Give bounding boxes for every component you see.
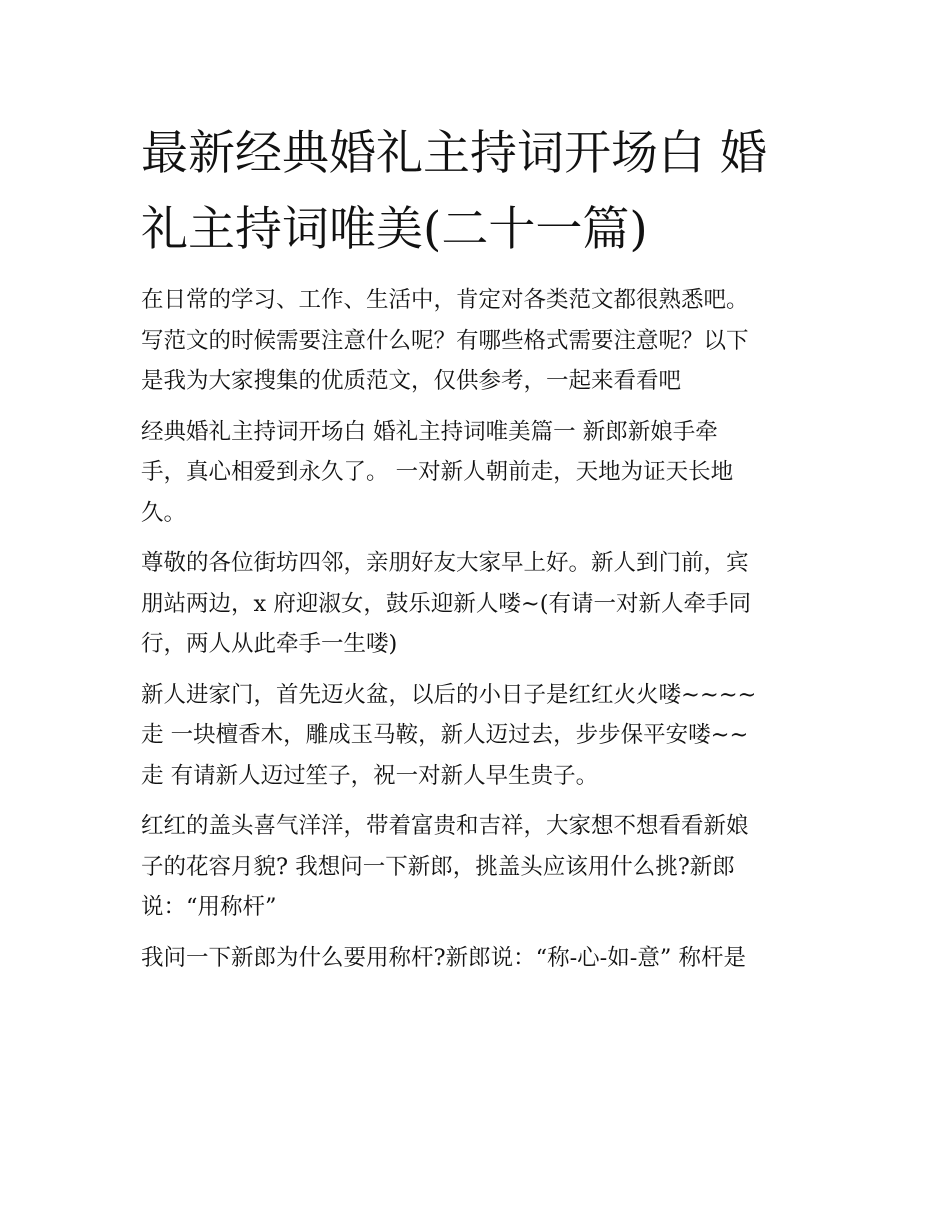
paragraph [141,938,821,979]
text-line: 久。 [141,499,187,526]
text-line: 走 有请新人迈过笙子，祝一对新人早生贵子。 [141,762,599,789]
document-title [141,116,821,268]
text-line: 走 一块檀香木，雕成玉马鞍，新人迈过去，步步保平安喽~~ [141,722,749,748]
text-line: 尊敬的各位街坊四邻，亲朋好友大家早上好。新人到门前，宾 [141,550,749,576]
text-line: 写范文的时候需要注意什么呢？有哪些格式需要注意呢？以下 [141,327,749,354]
document-body [141,280,821,978]
text-line: 说：“用称杆” [141,894,277,920]
paragraph [141,280,821,402]
text-line: 在日常的学习、工作、生活中，肯定对各类范文都很熟悉吧。 [141,287,749,313]
text-line: 新人进家门，首先迈火盆，以后的小日子是红红火火喽~~~~ [141,681,757,708]
text-line: 红红的盖头喜气洋洋，带着富贵和吉祥，大家想不想看看新娘 [141,813,749,839]
paragraph [141,806,821,928]
text-line: 朋站两边，x 府迎淑女，鼓乐迎新人喽~(有请一对新人牵手同 [141,590,751,617]
text-line: 行，两人从此牵手一生喽) [141,631,398,657]
paragraph [141,412,821,534]
text-line: 子的花容月貌? 我想问一下新郎，挑盖头应该用什么挑?新郎 [141,853,735,880]
title-line: 最新经典婚礼主持词开场白 婚 [141,126,767,181]
text-line: 是我为大家搜集的优质范文，仅供参考，一起来看看吧 [141,368,682,394]
paragraph [141,543,821,665]
text-line: 我问一下新郎为什么要用称杆?新郎说：“称-心-如-意” 称杆是 [141,944,747,971]
text-line: 经典婚礼主持词开场白 婚礼主持词唯美篇一 新郎新娘手牵 [141,418,718,445]
paragraph [141,675,821,797]
title-line: 礼主持词唯美(二十一篇) [141,202,648,257]
text-line: 手，真心相爱到永久了。 一对新人朝前走，天地为证天长地 [141,459,734,485]
